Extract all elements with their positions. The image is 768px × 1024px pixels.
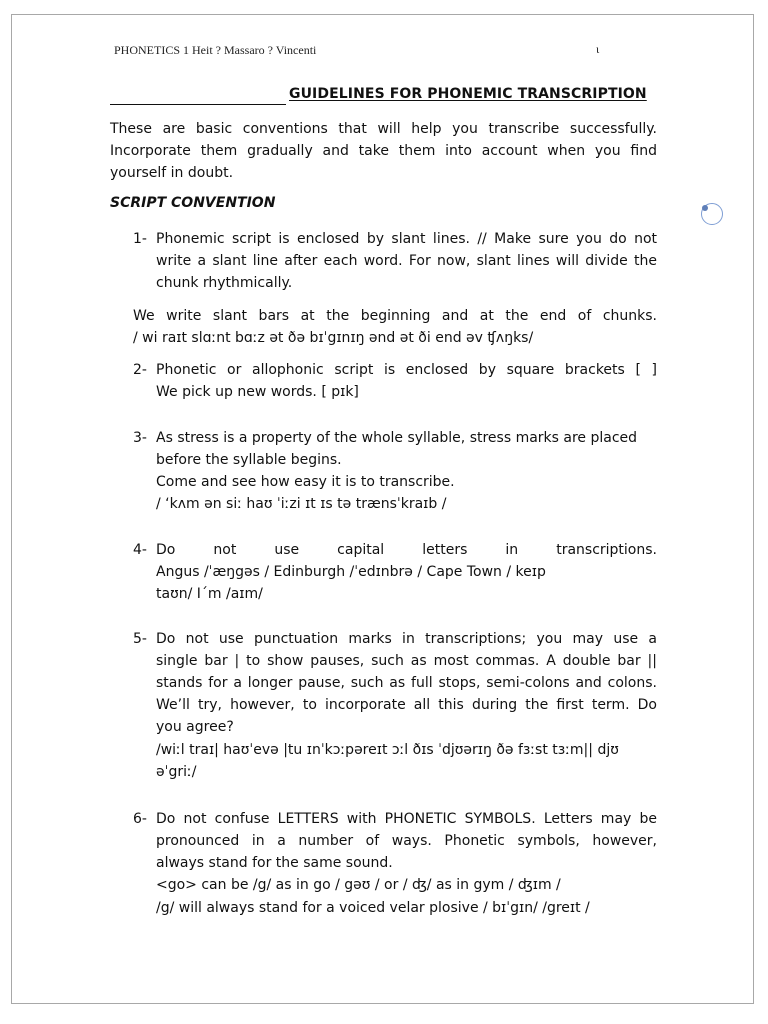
- item-3-line-1: As stress is a property of the whole syllable, stress marks are placed: [156, 430, 638, 446]
- margin-dot-icon: [702, 205, 708, 211]
- item-5-line-4: We’ll try, however, to incorporate all this during the first term. Do: [156, 697, 657, 713]
- item-2-line-1: Phonetic or allophonic script is enclosed by square brackets [ ]: [156, 362, 657, 378]
- item-1-line-3: chunk rhythmically.: [156, 275, 293, 291]
- item-4-line-3: taʊn/ I´m /aɪm/: [156, 586, 263, 602]
- item-6-line-2: pronounced in a number of ways. Phonetic symbols, however,: [156, 833, 657, 849]
- running-header: PHONETICS 1 Heit ? Massaro ? Vincenti: [114, 43, 317, 57]
- item-3-number: 3-: [133, 430, 147, 446]
- item-5-line-6: /wiːl traɪ| haʊˈevə |tu ɪnˈkɔːpəreɪt ɔːl ðɪs ˈdjʊərɪŋ ðə fɜːst tɜːm|| djʊ: [156, 742, 619, 758]
- item-4-number: 4-: [133, 542, 147, 558]
- item-5-line-2: single bar | to show pauses, such as most commas. A double bar ||: [156, 653, 657, 669]
- example-transcription: / wi raɪt slɑːnt bɑːz ət ðə bɪˈgɪnɪŋ ənd ət ði end əv ʧʌŋks/: [133, 330, 534, 346]
- item-2-line-2: We pick up new words. [ pɪk]: [156, 384, 359, 400]
- item-5-line-5: you agree?: [156, 719, 234, 735]
- item-1-line-1: Phonemic script is enclosed by slant lines. // Make sure you do not: [156, 231, 657, 247]
- item-6-line-3: always stand for the same sound.: [156, 855, 393, 871]
- page-title: GUIDELINES FOR PHONEMIC TRANSCRIPTION: [289, 86, 647, 102]
- header-mark: ι: [596, 42, 600, 56]
- intro-line-1: These are basic conventions that will help you transcribe successfully.: [110, 121, 657, 137]
- item-1-line-2: write a slant line after each word. For now, slant lines will divide the: [156, 253, 657, 269]
- item-5-line-1: Do not use punctuation marks in transcriptions; you may use a: [156, 631, 657, 647]
- item-4-line-2: Angus /ˈæŋgəs / Edinburgh /ˈedɪnbrə / Cape Town / keɪp: [156, 564, 546, 580]
- intro-line-3: yourself in doubt.: [110, 165, 234, 181]
- item-3-line-2: before the syllable begins.: [156, 452, 342, 468]
- section-heading: SCRIPT CONVENTION: [110, 195, 276, 211]
- item-5-line-7: əˈgriː/: [156, 764, 197, 780]
- item-1-number: 1-: [133, 231, 147, 247]
- item-6-line-4: <go> can be /g/ as in go / gəʊ / or / ʤ/ as in gym / ʤɪm /: [156, 877, 561, 893]
- intro-line-2: Incorporate them gradually and take them into account when you find: [110, 143, 657, 159]
- item-6-line-1: Do not confuse LETTERS with PHONETIC SYMBOLS. Letters may be: [156, 811, 657, 827]
- title-rule: [110, 104, 286, 105]
- item-2-number: 2-: [133, 362, 147, 378]
- item-3-line-3: Come and see how easy it is to transcribe.: [156, 474, 455, 490]
- item-3-line-4: / ‘kʌm ən siː haʊ ˈiːzi ɪt ɪs tə trænsˈkraɪb /: [156, 496, 447, 512]
- item-5-number: 5-: [133, 631, 147, 647]
- item-6-number: 6-: [133, 811, 147, 827]
- item-6-line-5: /g/ will always stand for a voiced velar plosive / bɪˈgɪn/ /greɪt /: [156, 900, 590, 916]
- item-4-line-1: Do not use capital letters in transcriptions.: [156, 542, 657, 558]
- item-5-line-3: stands for a longer pause, such as full stops, semi-colons and colons.: [156, 675, 657, 691]
- example-line-1: We write slant bars at the beginning and at the end of chunks.: [133, 308, 657, 324]
